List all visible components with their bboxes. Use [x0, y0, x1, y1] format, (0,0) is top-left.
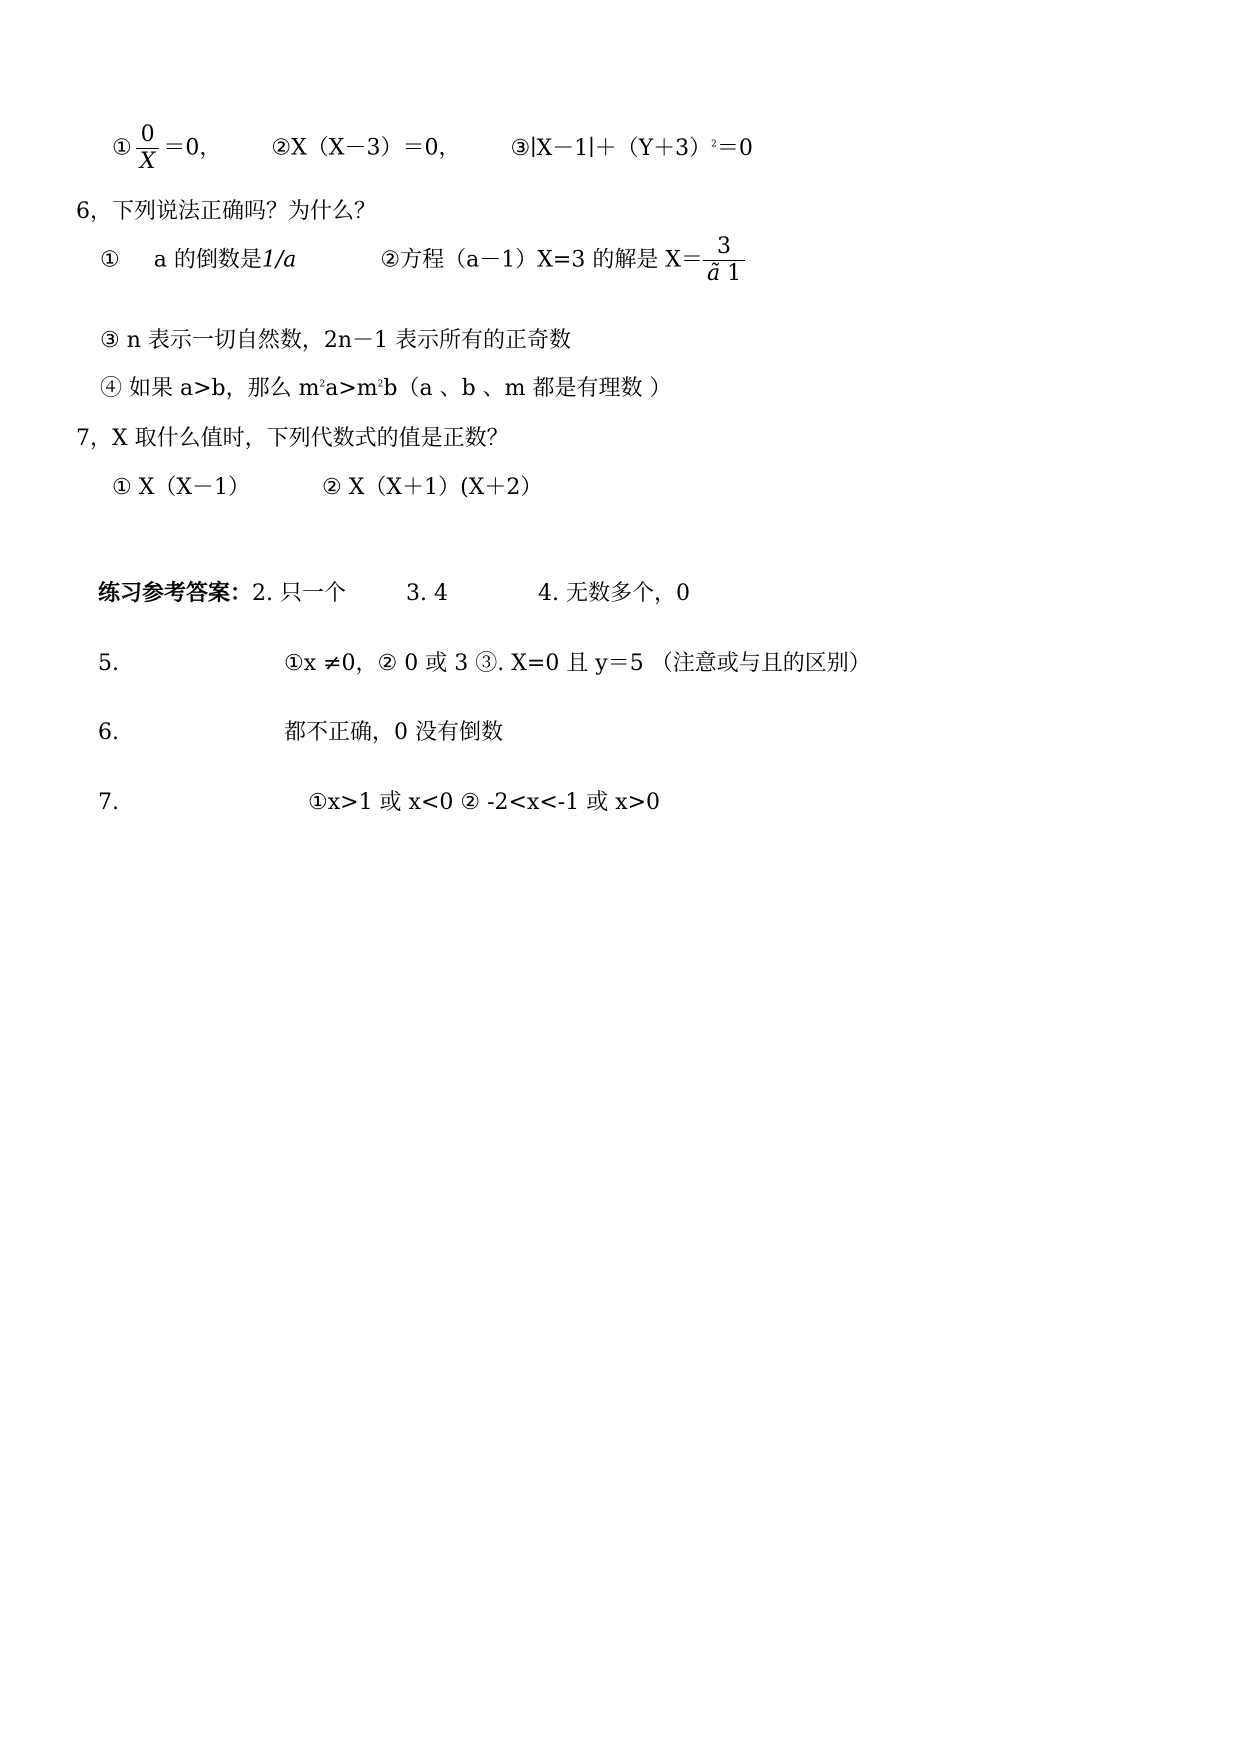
q6-item1-text: a 的倒数是 — [153, 247, 262, 273]
q5-equation-line — [112, 124, 753, 173]
q5-item1-prefix: ① — [112, 135, 132, 161]
answers-heading-colon: ： — [230, 581, 253, 606]
answer-2: 2. 只一个 — [252, 581, 347, 606]
answer-4: 4. 无数多个，0 — [538, 581, 690, 606]
fraction-denominator: X — [139, 149, 156, 174]
answer-5-text: ①x ≠0，② 0 或 3 ③. X=0 且 y＝5 （注意或与且的区别） — [284, 651, 871, 676]
fraction-numerator: 0 — [140, 122, 155, 147]
q5-item1-fraction — [136, 124, 160, 173]
answer-5-label: 5. — [98, 651, 119, 676]
q6-item2-fraction — [703, 236, 745, 285]
q5-item3: $③∣X-1∣+(Y+3)^2=0$ — [510, 135, 753, 161]
q6-item1-label: ① — [100, 247, 120, 273]
q7-items — [112, 477, 542, 499]
answers-heading: 练习参考答案 — [98, 581, 231, 606]
q5-item2: ②X（X－3）＝0， — [271, 135, 461, 161]
q6-item4: ④ 如果 a>b，那么 $m^2a>m^2b(a$ 、b 、m 都是有理数 ） — [100, 376, 672, 401]
q6-item3: ③ n 表示一切自然数，2n－1 表示所有的正奇数 — [100, 328, 572, 353]
q6-title: 6，下列说法正确吗？为什么？ — [76, 199, 376, 224]
answer-6-label: 6. — [98, 720, 119, 745]
q5-item1-suffix: ＝0， — [163, 135, 222, 161]
fraction-denominator: ã 1 — [706, 261, 742, 286]
answer-3: 3. 4 — [406, 581, 448, 606]
answer-7-label: 7. — [98, 790, 119, 815]
q7-item1: ① X（X－1） — [112, 475, 251, 500]
q6-item2-text: ②方程（a－1）X=3 的解是 X＝ — [380, 247, 703, 273]
q7-item2: ② X（X＋1）(X＋2） — [322, 475, 543, 500]
q6-item1-expr: 1/a — [261, 247, 297, 273]
answer-7-text: ①x>1 或 x<0 ② -2<x<-1 或 x>0 — [308, 790, 661, 815]
q7-title: 7，X 取什么值时，下列代数式的值是正数？ — [76, 426, 509, 451]
q6-item1-line — [100, 236, 749, 285]
answers-line-1 — [98, 583, 690, 605]
answer-6-text: 都不正确，0 没有倒数 — [284, 720, 503, 745]
fraction-numerator: 3 — [717, 234, 732, 259]
